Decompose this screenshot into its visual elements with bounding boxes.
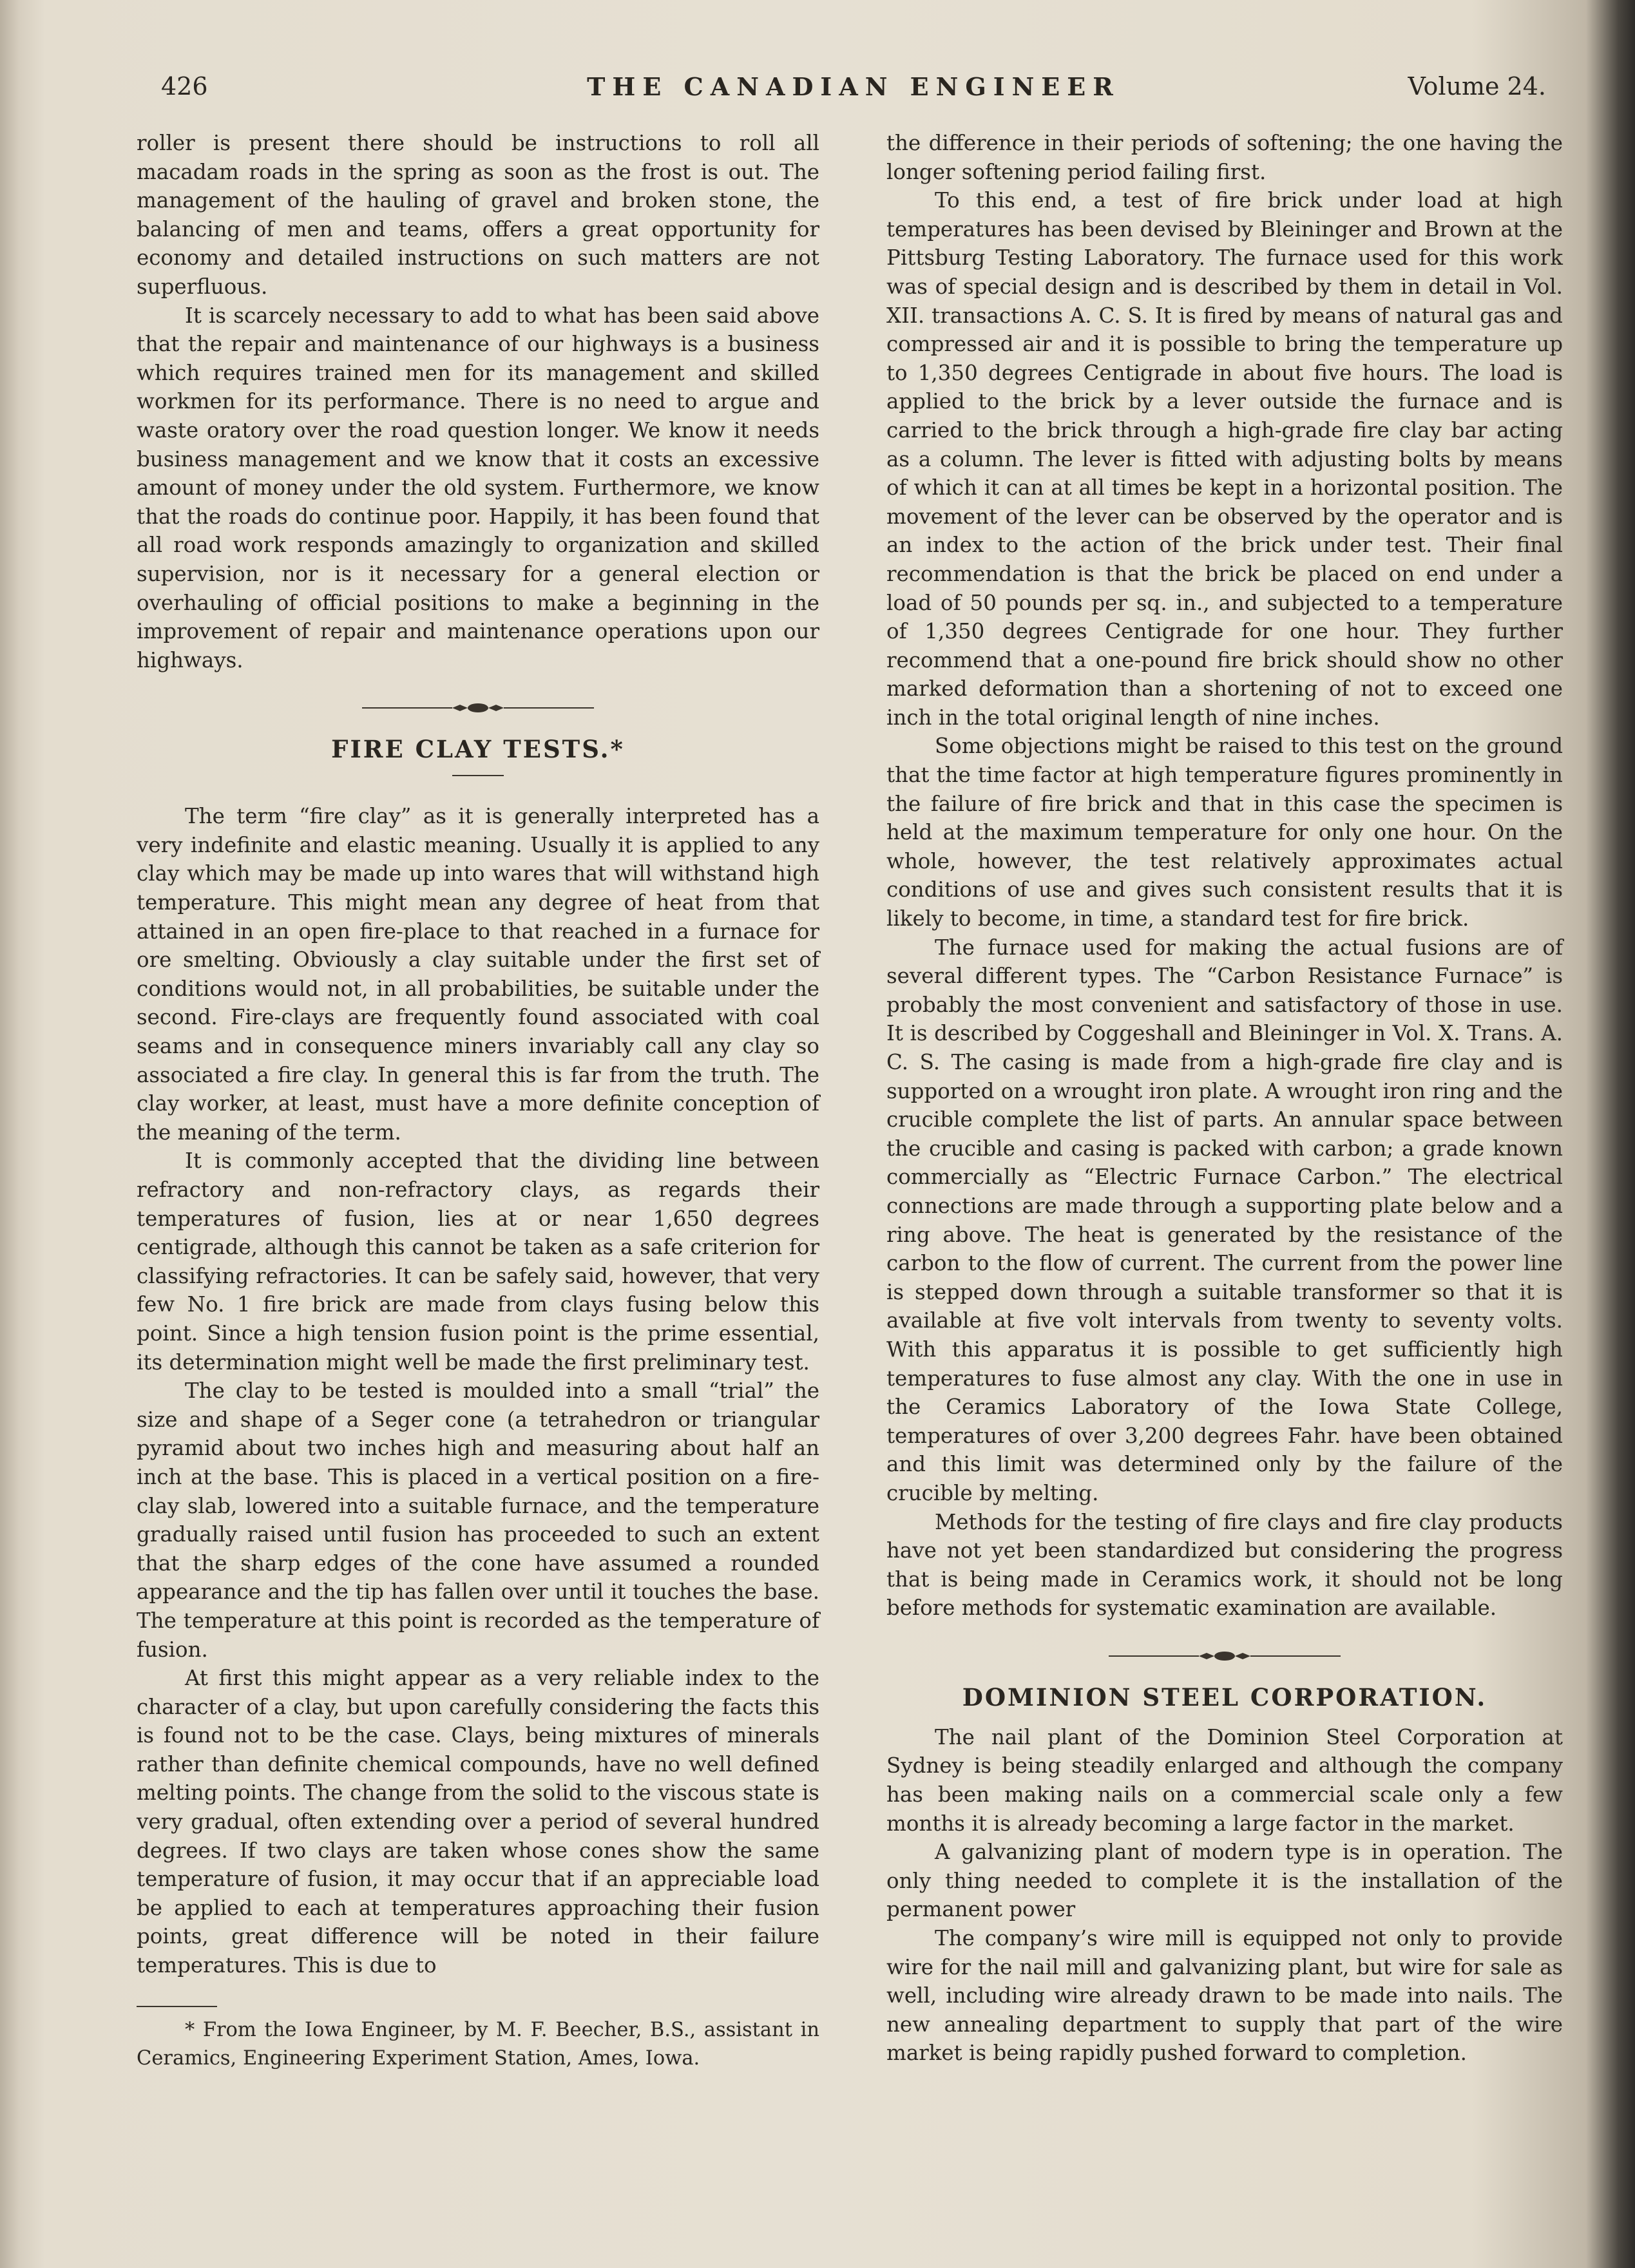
section-divider-ornament xyxy=(137,700,819,719)
page-number: 426 xyxy=(161,72,208,100)
right-column xyxy=(886,129,1563,2068)
footnote: * From the Iowa Engineer, by M. F. Beecher, B.S., assistant in Ceramics, Engineering Experiment Station, Ames, Iowa. xyxy=(137,2018,819,2070)
paragraph: Some objections might be raised to this test on the ground that the time factor at high temperature figures prominently in the failure of fire brick and that in this case the specimen is held at the maximum temperature for only one hour. On the whole, however, the test relatively approximates actual conditions of use and gives such consistent results that it is likely to become, in time, a standard test for fire brick. xyxy=(886,734,1563,931)
paragraph: The clay to be tested is moulded into a small “trial” the size and shape of a Seger cone (a tetrahedron or triangular pyramid about two inches high and measuring about half an inch at the base. This is placed in a vertical position on a fire-clay slab, lowered into a suitable furnace, and the temperature gradually raised until fusion has proceeded to such an extent that the sharp edges of the cone have assumed a rounded appearance and the tip has fallen over until it touches the base. The temperature at this point is recorded as the temperature of fusion. xyxy=(137,1378,819,1662)
section-title-fire-clay-tests: FIRE CLAY TESTS.* xyxy=(331,735,625,764)
running-header xyxy=(161,72,1546,111)
footnote-rule xyxy=(137,2006,217,2007)
paragraph: The term “fire clay” as it is generally interpreted has a very indefinite and elastic meaning. Usually it is applied to any clay which may be made up into wares that will withstand high temperature. This might mean any degree of heat from that attained in an open fire-place to that reached in a furnace for ore smelting. Obviously a clay suitable under the first set of conditions would not, in all probabilities, be suitable under the second. Fire-clays are frequently found associated with coal seams and in consequence miners invariably call any clay so associated a fire clay. In general this is far from the truth. The clay worker, at least, must have a more definite conception of the meaning of the term. xyxy=(137,804,819,1145)
paragraph: The furnace used for making the actual fusions are of several different types. The “Carbon Resistance Furnace” is probably the most convenient and satisfactory of those in use. It is described by Coggeshall and Bleininger in Vol. X. Trans. A. C. S. The casing is made from a high-grade fire clay and is supported on a wrought iron plate. A wrought iron ring and the crucible complete the list of parts. An annular space between the crucible and casing is packed with carbon; a grade known commercially as “Electric Furnace Carbon.” The electrical connections are made through a supporting plate below and a ring above. The heat is generated by the resistance of the carbon to the flow of current. The current from the power line is stepped down through a suitable transformer so that it is available at five volt intervals from twenty to seventy volts. With this apparatus it is possible to get sufficiently high temperatures to fuse almost any clay. With the one in use in the Ceramics Laboratory of the Iowa State College, temperatures of over 3,200 degrees Fahr. have been obtained and this limit was determined only by the failure of the crucible by melting. xyxy=(886,935,1563,1505)
paragraph: At first this might appear as a very reliable index to the character of a clay, but upon carefully considering the facts this is found not to be the case. Clays, being mixtures of minerals rather than definite chemical compounds, have no well defined melting points. The change from the solid to the viscous state is very gradual, often extending over a period of several hundred degrees. If two clays are taken whose cones show the same temperature of fusion, it may occur that if an appreciable load be applied to each at temperatures approaching their fusion points, great difference will be noted in their failure temperatures. This is due to xyxy=(137,1666,819,1978)
journal-title: THE CANADIAN ENGINEER xyxy=(587,72,1120,101)
paragraph: Methods for the testing of fire clays and fire clay products have not yet been standardized but considering the progress that is being made in Ceramics work, it should not be long before methods for systematic examination are available. xyxy=(886,1509,1563,1621)
paragraph: To this end, a test of fire brick under load at high temperatures has been devised by Bleininger and Brown at the Pittsburg Testing Laboratory. The furnace used for this work was of special design and is described by them in detail in Vol. XII. transactions A. C. S. It is fired by means of natural gas and compressed air and it is possible to bring the temperature up to 1,350 degrees Centigrade in about five hours. The load is applied to the brick by a lever outside the furnace and is carried to the brick through a high-grade fire clay bar acting as a column. The lever is fitted with adjusting bolts by means of which it can at all times be kept in a horizontal position. The movement of the lever can be observed by the operator and is an index to the action of the brick under test. Their final recommendation is that the brick be placed on end under a load of 50 pounds per sq. in., and subjected to a temperature of 1,350 degrees Centigrade for one hour. They further recommend that a one-pound fire brick should show no other marked deformation than a shortening of not to exceed one inch in the total original length of nine inches. xyxy=(886,188,1563,730)
paragraph: The nail plant of the Dominion Steel Corporation at Sydney is being steadily enlarged and although the company has been making nails on a commercial scale only a few months it is already becoming a large factor in the market. xyxy=(886,1724,1563,1836)
paragraph: A galvanizing plant of modern type is in operation. The only thing needed to complete it is the installation of the permanent power xyxy=(886,1840,1563,1922)
paragraph: It is scarcely necessary to add to what has been said above that the repair and maintenance of our highways is a business which requires trained men for its management and skilled workmen for its performance. There is no need to argue and waste oratory over the road question longer. We know it needs business management and we know that it costs an excessive amount of money under the old system. Furthermore, we know that the roads do continue poor. Happily, it has been found that all road work responds amazingly to organization and skilled supervision, nor is it necessary for a general election or overhauling of official positions to make a beginning in the improvement of repair and maintenance operations upon our highways. xyxy=(137,303,819,672)
paragraph: the difference in their periods of softening; the one having the longer softening period failing first. xyxy=(886,131,1563,184)
section-title-dominion-steel: DOMINION STEEL CORPORATION. xyxy=(962,1682,1487,1711)
section-divider-ornament xyxy=(886,1648,1563,1668)
volume-label: Volume 24. xyxy=(1408,72,1546,100)
paragraph: It is commonly accepted that the dividing line between refractory and non-refractory clays, as regards their temperatures of fusion, lies at or near 1,650 degrees centigrade, although this cannot be taken as a safe criterion for classifying refractories. It can be safely said, however, that very few No. 1 fire brick are made from clays fusing below this point. Since a high tension fusion point is the prime essential, its determination might well be made the first preliminary test. xyxy=(137,1148,819,1375)
left-column xyxy=(137,129,819,2073)
title-rule xyxy=(452,775,504,776)
paragraph: roller is present there should be instructions to roll all macadam roads in the spring as soon as the frost is out. The management of the hauling of gravel and broken stone, the balancing of men and teams, offers a great opportunity for economy and detailed instructions on such matters are not superfluous. xyxy=(137,131,819,299)
paragraph: The company’s wire mill is equipped not only to provide wire for the nail mill and galvanizing plant, but wire for sale as well, including wire already drawn to be made into nails. The new annealing department to supply that part of the wire market is being rapidly pushed forward to completion. xyxy=(886,1926,1563,2066)
